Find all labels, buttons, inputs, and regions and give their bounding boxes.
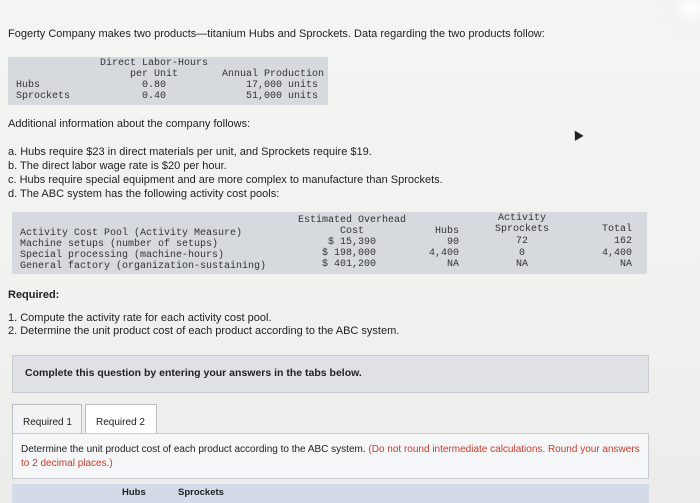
instruction-note: (Do not round intermediate calculations. Round your answers to 2 decimal places.) bbox=[21, 444, 640, 469]
pool-name: Special processing (machine-hours) bbox=[20, 250, 225, 261]
pool-hubs: 4,400 bbox=[428, 248, 459, 259]
light-glare bbox=[655, 0, 700, 40]
required-item-2: 2. Determine the unit product cost of each product according to the ABC system. bbox=[8, 325, 400, 337]
pool-total: 162 bbox=[613, 236, 632, 247]
pool-header: Activity Cost Pool (Activity Measure) bbox=[20, 228, 243, 239]
pool-sprockets: 0 bbox=[518, 248, 525, 259]
instructions-banner bbox=[12, 355, 649, 393]
product-dlh: 0.80 bbox=[141, 80, 166, 91]
pool-total: 4,400 bbox=[601, 248, 632, 259]
complete-prompt: Complete this question by entering your answers in the tabs below. bbox=[25, 367, 362, 379]
required-heading: Required: bbox=[8, 289, 60, 301]
tab-required-2[interactable]: Required 2 bbox=[85, 404, 157, 434]
dlh-header-line2: per Unit bbox=[129, 69, 178, 80]
cost-header-line1: Estimated Overhead bbox=[297, 215, 407, 226]
problem-intro: Fogerty Company makes two products—titanium Hubs and Sprockets. Data regarding the two products follow: bbox=[8, 28, 545, 40]
product-name: Sprockets bbox=[16, 91, 71, 102]
hubs-header: Hubs bbox=[434, 226, 459, 237]
required-item-1: 1. Compute the activity rate for each activity cost pool. bbox=[8, 312, 272, 324]
answer-table-header bbox=[12, 484, 649, 503]
pool-cost: $ 15,390 bbox=[328, 237, 377, 248]
total-header: Total bbox=[601, 224, 632, 235]
pool-cost: $ 198,000 bbox=[322, 248, 377, 259]
answer-col-sprockets: Sprockets bbox=[178, 487, 224, 498]
info-item-c: c. Hubs require special equipment and are more complex to manufacture than Sprockets. bbox=[8, 174, 443, 186]
product-data-table bbox=[8, 57, 328, 105]
product-production: 51,000 units bbox=[245, 91, 318, 102]
info-item-d: d. The ABC system has the following activity cost pools: bbox=[8, 188, 280, 200]
pool-sprockets: 72 bbox=[515, 236, 528, 247]
pool-sprockets: NA bbox=[515, 259, 528, 270]
dlh-header-line1: Direct Labor-Hours bbox=[99, 58, 209, 69]
product-production: 17,000 units bbox=[245, 80, 318, 91]
pool-cost: $ 401,200 bbox=[322, 259, 377, 270]
pool-hubs: NA bbox=[446, 259, 459, 270]
info-item-a: a. Hubs require $23 in direct materials per unit, and Sprockets require $19. bbox=[8, 146, 372, 158]
info-item-b: b. The direct labor wage rate is $20 per hour. bbox=[8, 160, 227, 172]
pool-total: NA bbox=[619, 259, 632, 270]
tab-content-panel bbox=[12, 433, 649, 479]
instruction-text bbox=[21, 443, 643, 471]
pool-hubs: 90 bbox=[446, 237, 459, 248]
answer-col-hubs: Hubs bbox=[122, 487, 146, 498]
cost-header-line2: Cost bbox=[339, 226, 364, 237]
instruction-main: Determine the unit product cost of each product according to the ABC system. bbox=[21, 444, 366, 455]
product-name: Hubs bbox=[16, 80, 41, 91]
sprockets-header: Sprockets bbox=[494, 224, 549, 235]
pool-name: General factory (organization-sustaining) bbox=[20, 261, 267, 272]
product-dlh: 0.40 bbox=[141, 91, 166, 102]
activity-header: Activity bbox=[497, 213, 546, 224]
activity-cost-pool-table bbox=[12, 212, 647, 274]
pool-name: Machine setups (number of setups) bbox=[20, 239, 219, 250]
additional-info-heading: Additional information about the company follows: bbox=[8, 118, 251, 130]
tab-required-1[interactable]: Required 1 bbox=[12, 404, 82, 438]
production-header: Annual Production bbox=[221, 69, 325, 80]
